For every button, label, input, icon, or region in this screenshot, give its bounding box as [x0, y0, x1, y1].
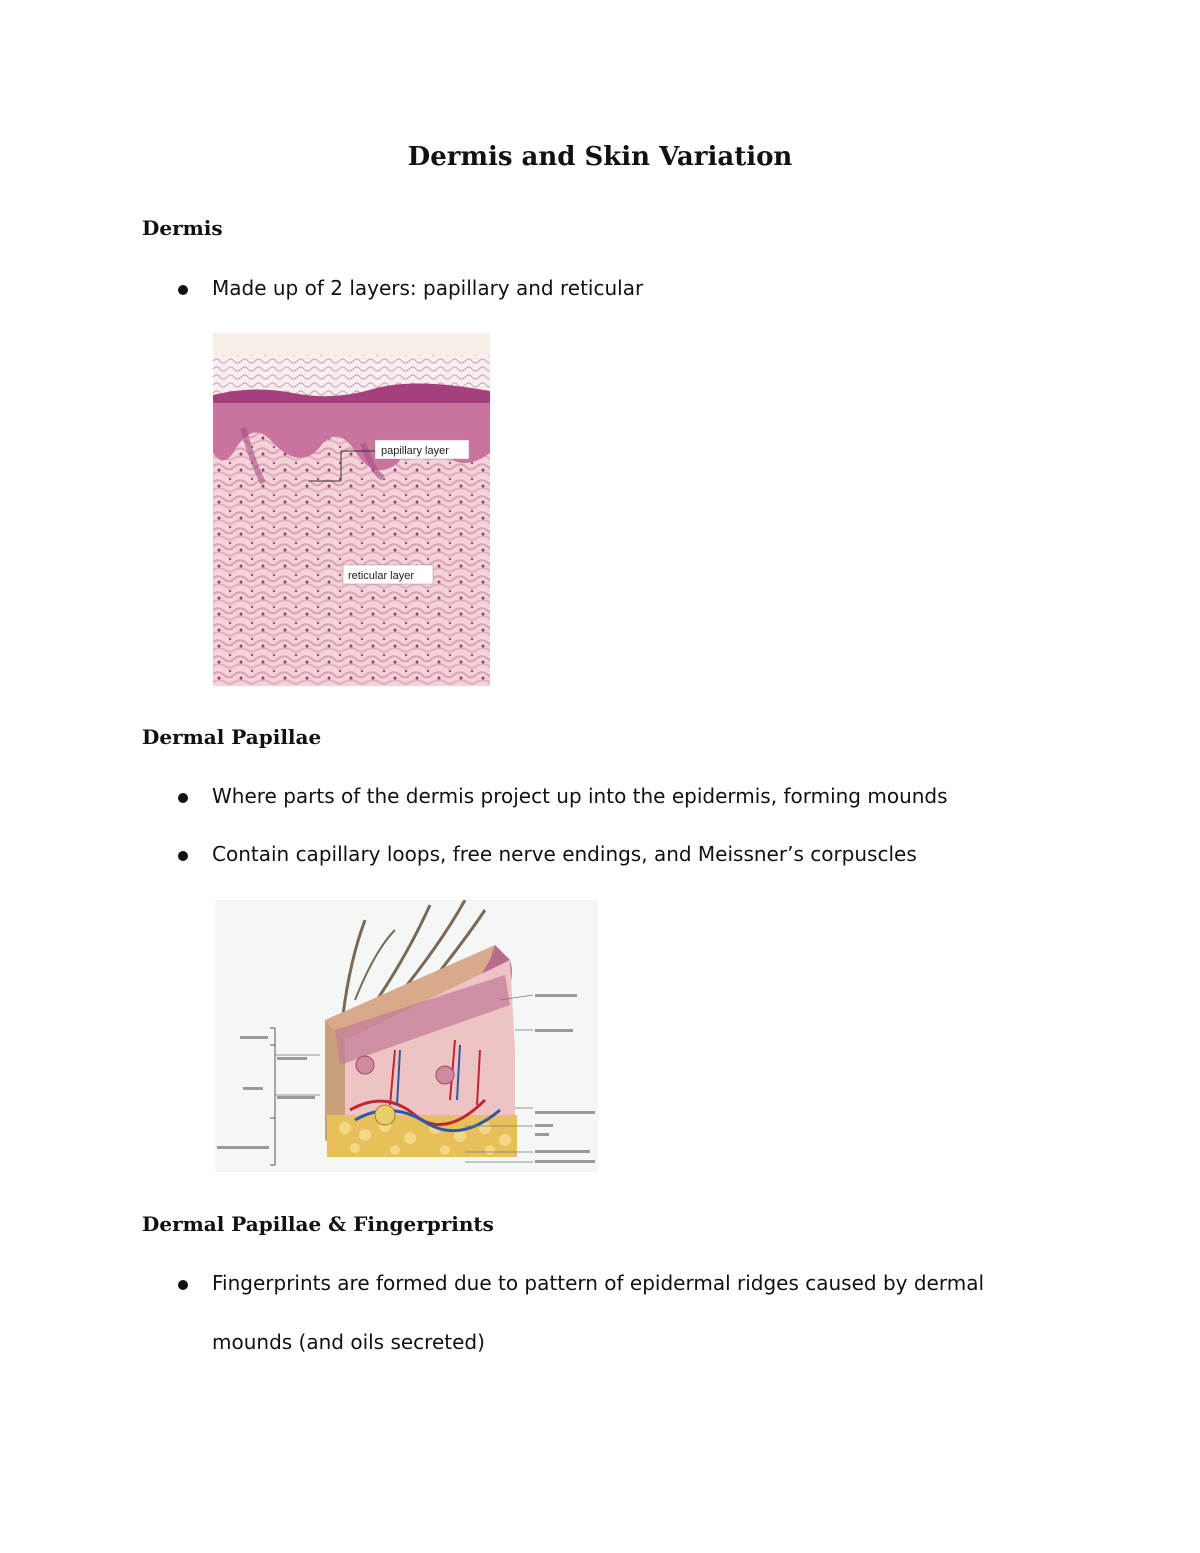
bullet-text: Contain capillary loops, free nerve endings, and Meissner’s corpuscles [212, 842, 917, 866]
dermis-histology-image [213, 333, 490, 686]
bullet-icon [178, 1280, 188, 1290]
section-heading-dermal-papillae: Dermal Papillae [142, 725, 322, 749]
bullet-icon [178, 793, 188, 803]
bullet-icon [178, 285, 188, 295]
skin-cross-section-diagram [215, 900, 598, 1172]
bullet-text: Where parts of the dermis project up into the epidermis, forming mounds [212, 784, 948, 808]
bullet-icon [178, 851, 188, 861]
bullet-text: Made up of 2 layers: papillary and reticular [212, 276, 644, 300]
document-title: Dermis and Skin Variation [407, 142, 793, 172]
figure-label-papillary: papillary layer [381, 445, 449, 457]
section-heading-dermis: Dermis [142, 216, 223, 240]
bullet-text-continued: mounds (and oils secreted) [212, 1330, 485, 1354]
figure-label-reticular: reticular layer [348, 570, 415, 582]
section-heading-fingerprints: Dermal Papillae & Fingerprints [142, 1212, 494, 1236]
bullet-text: Fingerprints are formed due to pattern of epidermal ridges caused by dermal [212, 1271, 985, 1295]
